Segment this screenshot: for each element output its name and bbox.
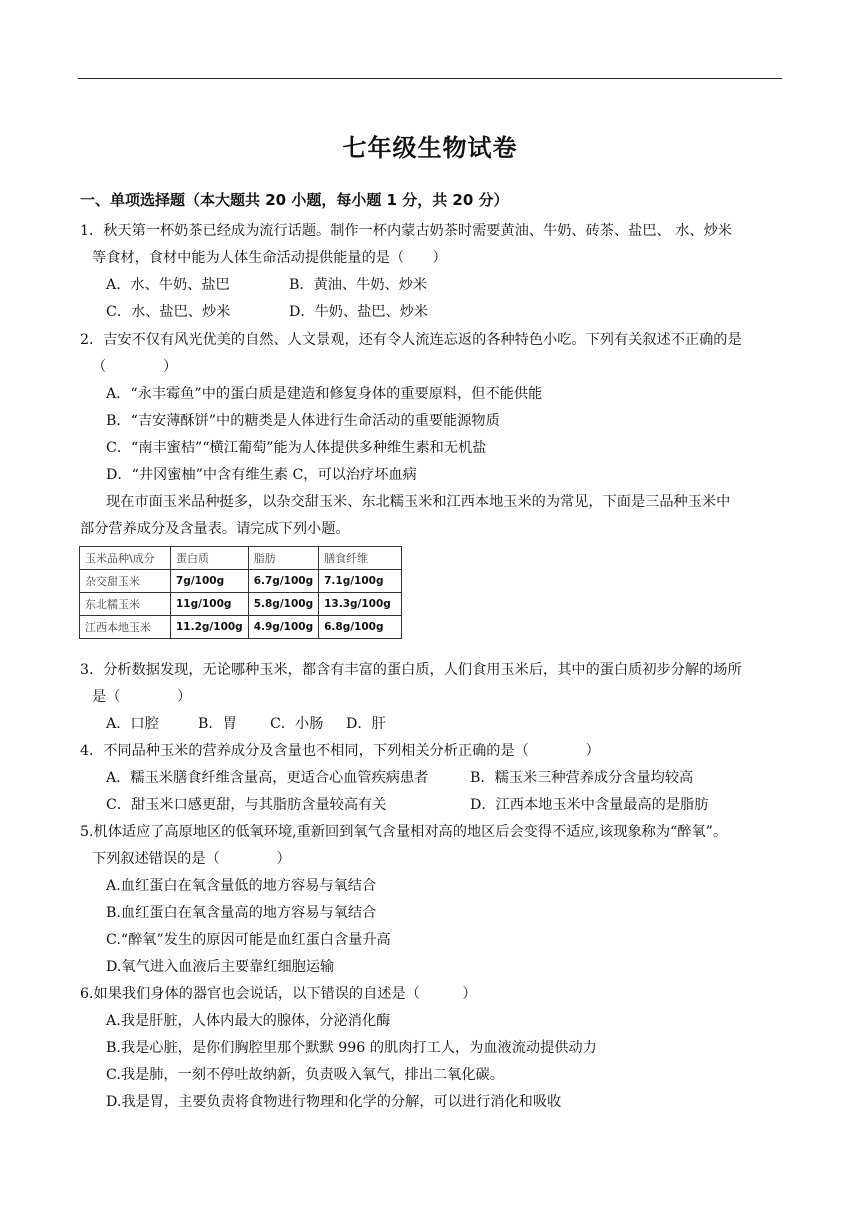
passage-text-cont: 部分营养成分及含量表。请完成下列小题。 <box>80 521 350 537</box>
table-cell: 江西本地玉米 <box>80 616 171 639</box>
question-6-text: 6.如果我们身体的器官也会说话，以下错误的自述是（ ） <box>80 986 477 1002</box>
option-c: C.我是肺，一刻不停吐故纳新，负责吸入氧气，排出二氧化碳。 <box>106 1067 504 1083</box>
option-c: C．“南丰蜜桔”“横江葡萄”能为人体提供多种维生素和无机盐 <box>106 440 487 456</box>
table-header-cell: 脂肪 <box>248 547 318 570</box>
option-c: C.“醉氧”发生的原因可能是血红蛋白含量升高 <box>106 932 391 948</box>
question-3-text-cont: 是（ ） <box>92 689 192 705</box>
table-row <box>80 593 402 616</box>
table-cell: 杂交甜玉米 <box>80 570 171 593</box>
question-4-options-row1 <box>106 767 810 789</box>
table-cell: 6.8g/100g <box>319 616 402 639</box>
option-a: A.血红蛋白在氧含量低的地方容易与氧结合 <box>106 878 377 894</box>
table-cell: 11.2g/100g <box>171 616 249 639</box>
option-d: D．“井冈蜜柚”中含有维生素 C，可以治疗坏血病 <box>106 467 417 483</box>
question-3-text: 3．分析数据发现，无论哪种玉米，都含有丰富的蛋白质，人们食用玉米后，其中的蛋白质初步分解的场所 <box>80 662 742 678</box>
option-a: A．“永丰霉鱼”中的蛋白质是建造和修复身体的重要原料，但不能供能 <box>106 386 543 402</box>
page-title: 七年级生物试卷 <box>342 134 518 162</box>
table-cell: 7.1g/100g <box>319 570 402 593</box>
question-2-text-cont: （ ） <box>92 359 178 375</box>
table-cell: 5.8g/100g <box>248 593 318 616</box>
option-b: B．“吉安薄酥饼”中的糖类是人体进行生命活动的重要能源物质 <box>106 413 500 429</box>
question-1-text: 1．秋天第一杯奶茶已经成为流行话题。制作一杯内蒙古奶茶时需要黄油、牛奶、砖茶、盐巴、 水、炒米 <box>80 223 732 239</box>
option-d: D．江西本地玉米中含量最高的是脂肪 <box>470 797 709 813</box>
table-header-row <box>80 547 402 570</box>
question-4-options-row2 <box>106 794 810 816</box>
table-header-cell: 蛋白质 <box>171 547 249 570</box>
question-4-text: 4．不同品种玉米的营养成分及含量也不相同，下列相关分析正确的是（ ） <box>80 743 600 759</box>
option-c: C．甜玉米口感更甜，与其脂肪含量较高有关 <box>106 797 387 813</box>
table-cell: 东北糯玉米 <box>80 593 171 616</box>
question-5-text-cont: 下列叙述错误的是（ ） <box>92 851 291 867</box>
question-2-text: 2．吉安不仅有风光优美的自然、人文景观，还有令人流连忘返的各种特色小吃。下列有关叙述不正确的是 <box>80 332 742 348</box>
option-d: D．牛奶、盐巴、炒米 <box>289 304 429 320</box>
table-header-cell: 玉米品种\成分 <box>80 547 171 570</box>
question-5-text: 5.机体适应了高原地区的低氧环境,重新回到氧气含量相对高的地区后会变得不适应,该现象称为“醉氧”。 <box>80 824 728 840</box>
header-rule <box>78 78 782 79</box>
option-b: B．胃 <box>198 716 237 732</box>
nutrition-table <box>79 546 402 639</box>
table-row <box>80 616 402 639</box>
table-cell: 6.7g/100g <box>248 570 318 593</box>
table-cell: 7g/100g <box>171 570 249 593</box>
option-d: D.我是胃，主要负责将食物进行物理和化学的分解，可以进行消化和吸收 <box>106 1094 562 1110</box>
passage-text: 现在市面玉米品种挺多，以杂交甜玉米、东北糯玉米和江西本地玉米的为常见，下面是三品种玉米中 <box>106 494 731 510</box>
section-heading: 一、单项选择题（本大题共 20 小题，每小题 1 分，共 20 分） <box>80 191 509 209</box>
question-1-text-cont: 等食材，食材中能为人体生命活动提供能量的是（ ） <box>92 250 447 266</box>
table-cell: 13.3g/100g <box>319 593 402 616</box>
option-a: A．糯玉米膳食纤维含量高，更适合心血管疾病患者 <box>106 770 429 786</box>
table-cell: 4.9g/100g <box>248 616 318 639</box>
question-1-options-row1 <box>106 274 810 296</box>
option-b: B.血红蛋白在氧含量高的地方容易与氧结合 <box>106 905 377 921</box>
option-b: B．黄油、牛奶、炒米 <box>289 277 428 293</box>
option-a: A．水、牛奶、盐巴 <box>106 277 230 293</box>
option-c: C．水、盐巴、炒米 <box>106 304 231 320</box>
option-a: A.我是肝脏，人体内最大的腺体，分泌消化酶 <box>106 1013 391 1029</box>
option-a: A．口腔 <box>106 716 159 732</box>
option-b: B.我是心脏，是你们胸腔里那个默默 996 的肌肉打工人，为血液流动提供动力 <box>106 1040 597 1056</box>
table-header-cell: 膳食纤维 <box>319 547 402 570</box>
question-1-options-row2 <box>106 301 810 323</box>
table-row <box>80 570 402 593</box>
option-d: D．肝 <box>346 716 386 732</box>
option-d: D.氧气进入血液后主要靠红细胞运输 <box>106 959 335 975</box>
table-cell: 11g/100g <box>171 593 249 616</box>
option-b: B．糯玉米三种营养成分含量均较高 <box>470 770 694 786</box>
option-c: C．小肠 <box>270 716 324 732</box>
question-3-options <box>106 713 810 735</box>
